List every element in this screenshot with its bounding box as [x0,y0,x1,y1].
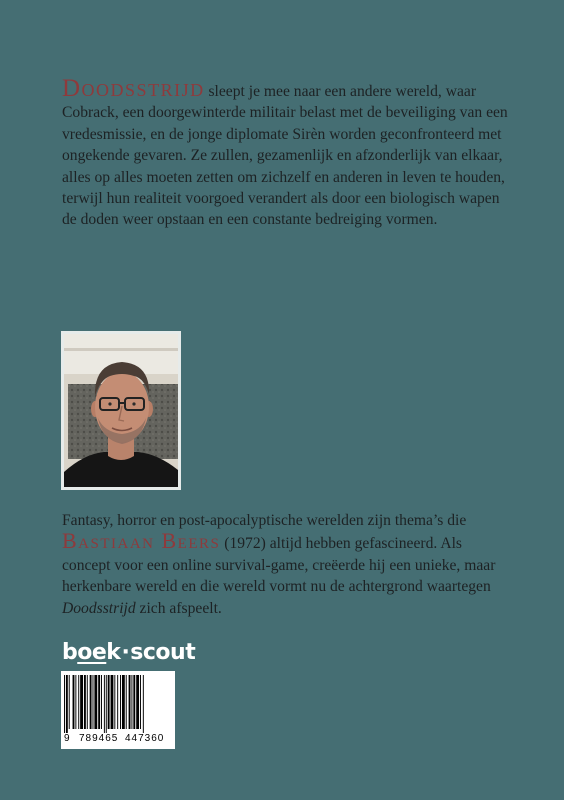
barcode-bar [93,675,94,729]
barcode-bar [66,675,68,733]
barcode-bar [108,675,110,729]
barcode-bar [120,675,121,729]
barcode-bar [94,675,97,729]
book-blurb [62,75,512,231]
barcode-bar [64,675,65,733]
publisher-logo [62,640,195,666]
author-bio-intro: Fantasy, horror en post-apocalyptische werelden zijn thema’s die [62,512,467,529]
author-bio-middle: (1972) altijd hebben gefascineerd. Als concept voor een online survival-game, creëerde hij een unieke, maar herkenbare wereld en die wereld vormt nu de achtergrond waartegen [62,535,496,596]
barcode-bars [61,671,175,733]
author-bio-ending: zich afspeelt. [135,599,222,617]
barcode-bar [126,675,127,729]
barcode-digits-left: 789465 [79,733,119,744]
barcode-bar [78,675,79,729]
barcode-bar [114,675,115,729]
author-bio-book-title: Doodsstrijd [62,599,136,617]
barcode-bar [111,675,114,729]
barcode-bar [80,675,83,729]
barcode-digit-first: 9 [64,733,70,744]
barcode-bar [84,675,86,729]
barcode-digits [61,733,175,747]
publisher-logo-part: k [106,640,121,665]
barcode-bar [117,675,118,729]
barcode-bar [131,675,132,729]
barcode-bar [87,675,88,729]
barcode-bar [136,675,139,729]
barcode-bar [143,675,144,733]
author-photo [61,331,181,490]
barcode-bar [129,675,131,729]
publisher-logo-part: scout [130,640,196,665]
barcode-bar [122,675,125,729]
isbn-barcode [61,671,175,749]
barcode-bar [104,675,105,733]
book-title: Doodsstrijd [62,75,205,102]
publisher-logo-part: oe [77,640,107,665]
barcode-bar [73,675,75,729]
barcode-bar [106,675,107,733]
author-bio [62,510,512,619]
barcode-bar [98,675,100,729]
author-portrait-image [64,334,178,487]
publisher-logo-dot: · [121,640,130,665]
barcode-bar [133,675,135,729]
barcode-bar [75,675,76,729]
publisher-logo-part: b [62,640,78,665]
barcode-bar [69,675,70,729]
author-name: Bastiaan Beers [62,528,221,554]
barcode-bar [140,675,141,729]
barcode-bar [90,675,92,729]
barcode-digits-right: 447360 [125,733,165,744]
blurb-text: sleept je mee naar een andere wereld, waar Cobrack, een doorgewinterde militair belast met de beveiliging van een vredesmissie, en de jonge diplomate Sirèn worden geconfronteerd met ongekende gevaren. Ze zullen, gezamenlijk en afzonderlijk van elkaar, alles op alles moeten zetten om zichzelf en anderen in leven te houden, terwijl hun realiteit voorgoed verandert als door een biologisch wapen de doden weer opstaan en een constante bedreiging vormen. [62,83,508,229]
barcode-bar [101,675,102,729]
